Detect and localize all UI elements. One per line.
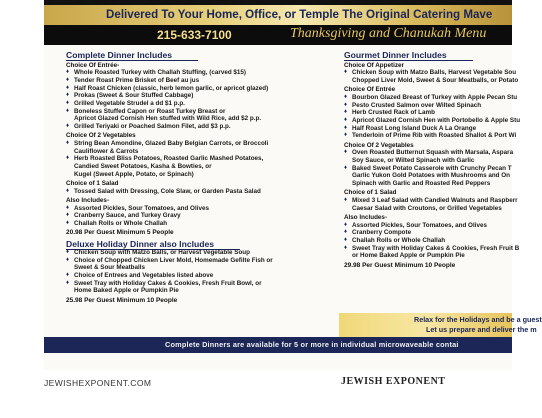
menu-item-text: Herb Roasted Bliss Potatoes, Roasted Garlic Mashed Potatoes, (74, 155, 264, 163)
menu-item (66, 100, 328, 108)
gourmet-also-includes-label: Also Includes- (344, 213, 388, 221)
appetizer-list (344, 69, 519, 84)
bullet-diamond-icon: ♦ (66, 140, 70, 147)
also-includes-label: Also Includes- (66, 196, 110, 204)
menu-item (66, 85, 328, 93)
bullet-diamond-icon: ♦ (344, 149, 348, 156)
also-includes-list (66, 205, 328, 228)
bullet-diamond-icon: ♦ (344, 229, 348, 236)
entree-list (66, 69, 328, 131)
bullet-diamond-icon: ♦ (344, 132, 348, 139)
menu-item-continuation (344, 205, 512, 213)
menu-item (66, 123, 328, 131)
menu-item-text: Chopped Liver Mold, Sweet & Sour Meatballs, or Potato (352, 76, 519, 84)
bullet-diamond-icon: ♦ (344, 101, 348, 108)
bullet-diamond-icon: ♦ (344, 164, 348, 171)
menu-item (66, 280, 328, 288)
availability-note: Complete Dinners are available for 5 or more in individual microwaveable contai (165, 340, 459, 349)
menu-item (66, 272, 328, 280)
menu-item-text: Cauliflower & Carrots (74, 147, 139, 155)
gourmet-dinner-title: Gourmet Dinner Includes (344, 50, 512, 60)
menu-item-text: Bourbon Glazed Breast of Turkey with Apple Pecan Stu (352, 93, 518, 101)
menu-item (344, 109, 512, 117)
menu-item (344, 237, 512, 245)
menu-item-text: Half Roast Long Island Duck A La Orange (352, 124, 477, 132)
bullet-diamond-icon: ♦ (66, 69, 70, 76)
menu-item-text: Mixed 3 Leaf Salad with Candied Walnuts and Raspberr (352, 196, 518, 204)
menu-item-text: Apricot Glazed Cornish Hen with Portobello & Apple Stu (352, 116, 521, 124)
menu-item-continuation (344, 252, 512, 260)
gourmet-vegetables-list (344, 149, 512, 188)
bullet-diamond-icon: ♦ (344, 196, 348, 203)
menu-item-continuation (344, 76, 519, 85)
bullet-diamond-icon: ♦ (66, 92, 70, 99)
appetizer-label: Choice Of Appetizer (344, 61, 404, 69)
menu-item (344, 116, 521, 125)
menu-item-text: Baked Sweet Potato Casserole with Crunchy Pecan T (352, 164, 512, 172)
relax-line-1: Relax for the Holidays and be a guest (414, 315, 542, 324)
menu-item-text: Half Roast Chicken (classic, herb lemon garlic, or apricot glazed) (74, 84, 269, 92)
bullet-diamond-icon: ♦ (344, 93, 348, 100)
menu-item-text: Tenderloin of Prime Rib with Roasted Shallot & Port Wi (352, 132, 517, 140)
menu-item (344, 69, 517, 77)
menu-item-text: Sweet Tray with Holiday Cakes & Cookies, Fresh Fruit Bowl, or (74, 279, 262, 287)
menu-item (66, 108, 328, 116)
menu-item-continuation (344, 172, 512, 180)
bullet-diamond-icon: ♦ (344, 244, 348, 251)
menu-item-text: String Bean Amondine, Glazed Baby Belgian Carrots, or Broccoli (74, 140, 269, 148)
menu-item-continuation (66, 163, 328, 171)
complete-dinner-price: 20.98 Per Guest Minimum 5 People (66, 229, 174, 237)
bullet-diamond-icon: ♦ (66, 76, 70, 83)
menu-item-text: Grilled Teriyaki or Poached Salmon Filet, add $3 p.p. (74, 123, 231, 131)
bullet-diamond-icon: ♦ (344, 236, 348, 243)
salad-list (66, 188, 328, 196)
menu-item (344, 149, 512, 157)
menu-item (344, 102, 512, 110)
gourmet-salad-label: Choice of 1 Salad (344, 189, 397, 197)
vegetables-list (66, 140, 328, 179)
menu-item-text: Spinach with Garlic and Roasted Red Peppers (352, 180, 491, 188)
footer-publication-name: JEWISH EXPONENT (341, 376, 446, 387)
menu-item-text: Prokas (Sweet & Sour Stuffed Cabbage) (74, 92, 194, 100)
menu-item-continuation (66, 264, 328, 272)
menu-item (66, 69, 328, 77)
phone-number: 215-633-7100 (157, 28, 232, 42)
deluxe-dinner-price: 25.98 Per Guest Minimum 10 People (66, 296, 178, 304)
bullet-diamond-icon: ♦ (344, 116, 348, 123)
menu-item-text: Cranberry Compote (352, 229, 412, 237)
menu-item (66, 77, 328, 85)
menu-item-text: Chicken Soup with Matzo Balls, or Harvest Vegetable Soup (74, 248, 250, 256)
menu-item (344, 222, 512, 230)
menu-item-continuation (66, 115, 328, 123)
menu-item (344, 244, 520, 253)
menu-item-text: Herb Crusted Rack of Lamb (352, 109, 435, 117)
menu-item-text: Oven Roasted Butternut Squash with Marsala, Aspara (352, 149, 514, 157)
menu-title: Thanksgiving and Chanukah Menu (290, 26, 487, 41)
menu-item-text: Boneless Stuffed Capon or Roast Turkey Breast or (74, 107, 226, 115)
menu-item (344, 165, 512, 173)
menu-item-text: Cranberry Sauce, and Turkey Gravy (74, 212, 181, 220)
bullet-diamond-icon: ♦ (344, 109, 348, 116)
menu-item-text: Choice of Chopped Chicken Liver Mold, Homemade Gefilte Fish or (74, 256, 273, 264)
menu-item (344, 125, 512, 133)
menu-item-text: Grilled Vegetable Strudel a dd $1 p.p. (74, 100, 185, 108)
menu-item-text: Whole Roasted Turkey with Challah Stuffing, (carved $15) (74, 69, 247, 77)
menu-item-text: Chicken Soup with Matzo Balls, Harvest Vegetable Sou (352, 69, 517, 77)
menu-item-text: Pesto Crusted Salmon over Wilted Spinach (352, 101, 482, 109)
bullet-diamond-icon: ♦ (66, 187, 70, 194)
bullet-diamond-icon: ♦ (344, 221, 348, 228)
menu-item-continuation (66, 171, 328, 179)
bullet-diamond-icon: ♦ (66, 220, 70, 227)
menu-item-continuation (66, 287, 328, 295)
menu-item-text: Assorted Pickles, Sour Tomatoes, and Olives (74, 204, 209, 212)
salad-label: Choice of 1 Salad (66, 180, 119, 188)
deluxe-dinner-title: Deluxe Holiday Dinner also Includes (66, 239, 328, 249)
menu-item (66, 205, 328, 213)
complete-dinner-title: Complete Dinner Includes (66, 50, 328, 60)
bullet-diamond-icon: ♦ (66, 155, 70, 162)
menu-item-text: Kugel (Sweet Apple, Potato, or Spinach) (74, 170, 194, 178)
entree-label: Choice Of Entrée- (66, 61, 120, 69)
bullet-diamond-icon: ♦ (66, 279, 70, 286)
bullet-diamond-icon: ♦ (66, 248, 70, 255)
deluxe-list (66, 249, 328, 295)
bullet-diamond-icon: ♦ (66, 100, 70, 107)
menu-item-text: Caesar Salad with Croutons, or Grilled Vegetables (352, 204, 502, 212)
bullet-diamond-icon: ♦ (66, 272, 70, 279)
menu-item-text: Sweet Tray with Holiday Cakes & Cookies, Fresh Fruit B (352, 244, 520, 252)
menu-item-continuation (344, 180, 512, 188)
bullet-diamond-icon: ♦ (66, 212, 70, 219)
gourmet-salad-list (344, 196, 518, 212)
menu-item (66, 257, 328, 265)
menu-item-text: Tender Roast Prime Brisket of Beef au jus (74, 76, 200, 84)
bullet-diamond-icon: ♦ (344, 69, 348, 76)
menu-item-text: Soy Sauce, or Wilted Spinach with Garlic (352, 156, 475, 164)
bullet-diamond-icon: ♦ (66, 256, 70, 263)
menu-item (66, 155, 328, 163)
menu-item-continuation (66, 148, 328, 156)
menu-item-text: Challah Rolls or Whole Challah (352, 236, 446, 244)
gourmet-also-includes-list (344, 221, 520, 261)
menu-item (344, 93, 518, 102)
menu-item-text: Candied Sweet Potatoes, Kasha & Bowties, or (74, 163, 212, 171)
catering-advertisement (44, 0, 542, 370)
menu-item (344, 132, 517, 140)
menu-item (66, 249, 328, 257)
menu-item (66, 220, 328, 228)
gourmet-entree-label: Choice Of Entrée (344, 86, 396, 94)
menu-item (66, 140, 328, 148)
menu-item-text: Challah Rolls or Whole Challah (74, 220, 168, 228)
gourmet-vegetables-label: Choice Of 2 Vegetables (344, 141, 414, 149)
right-menu-column (344, 48, 521, 269)
footer-website: JEWISHEXPONENT.COM (44, 378, 152, 388)
bullet-diamond-icon: ♦ (344, 124, 348, 131)
menu-item-continuation (344, 157, 512, 165)
left-menu-column (66, 48, 328, 304)
menu-item-text: Garlic Yukon Gold Potatoes with Mushrooms and On (352, 172, 511, 180)
menu-item-text: Sweet & Sour Meatballs (74, 264, 146, 272)
menu-item (344, 229, 512, 237)
menu-item-text: or Home Baked Apple or Pumpkin Pie (352, 252, 465, 260)
menu-item (66, 212, 328, 220)
menu-item-text: Choice of Entrees and Vegetables listed above (74, 272, 214, 280)
bullet-diamond-icon: ♦ (66, 84, 70, 91)
menu-item (66, 188, 328, 196)
relax-line-2: Let us prepare and deliver the m (426, 325, 537, 334)
vegetables-label: Choice Of 2 Vegetables (66, 132, 136, 140)
bullet-diamond-icon: ♦ (66, 204, 70, 211)
gourmet-dinner-price: 29.98 Per Guest Minimum 10 People (344, 261, 456, 269)
menu-item-text: Home Baked Apple or Pumpkin Pie (74, 287, 179, 295)
bullet-diamond-icon: ♦ (66, 107, 70, 114)
menu-item-text: Assorted Pickles, Sour Tomatoes, and Olives (352, 221, 487, 229)
menu-item-text: Tossed Salad with Dressing, Cole Slaw, or Garden Pasta Salad (74, 187, 261, 195)
gourmet-entree-list (344, 93, 521, 140)
menu-item (66, 92, 328, 100)
menu-item (344, 196, 518, 205)
ad-headline: Delivered To Your Home, Office, or Temple The Original Catering Mave (106, 8, 493, 21)
bullet-diamond-icon: ♦ (66, 123, 70, 130)
menu-item-text: Apricot Glazed Cornish Hen stuffed with Wild Rice, add $2 p.p. (74, 115, 262, 123)
